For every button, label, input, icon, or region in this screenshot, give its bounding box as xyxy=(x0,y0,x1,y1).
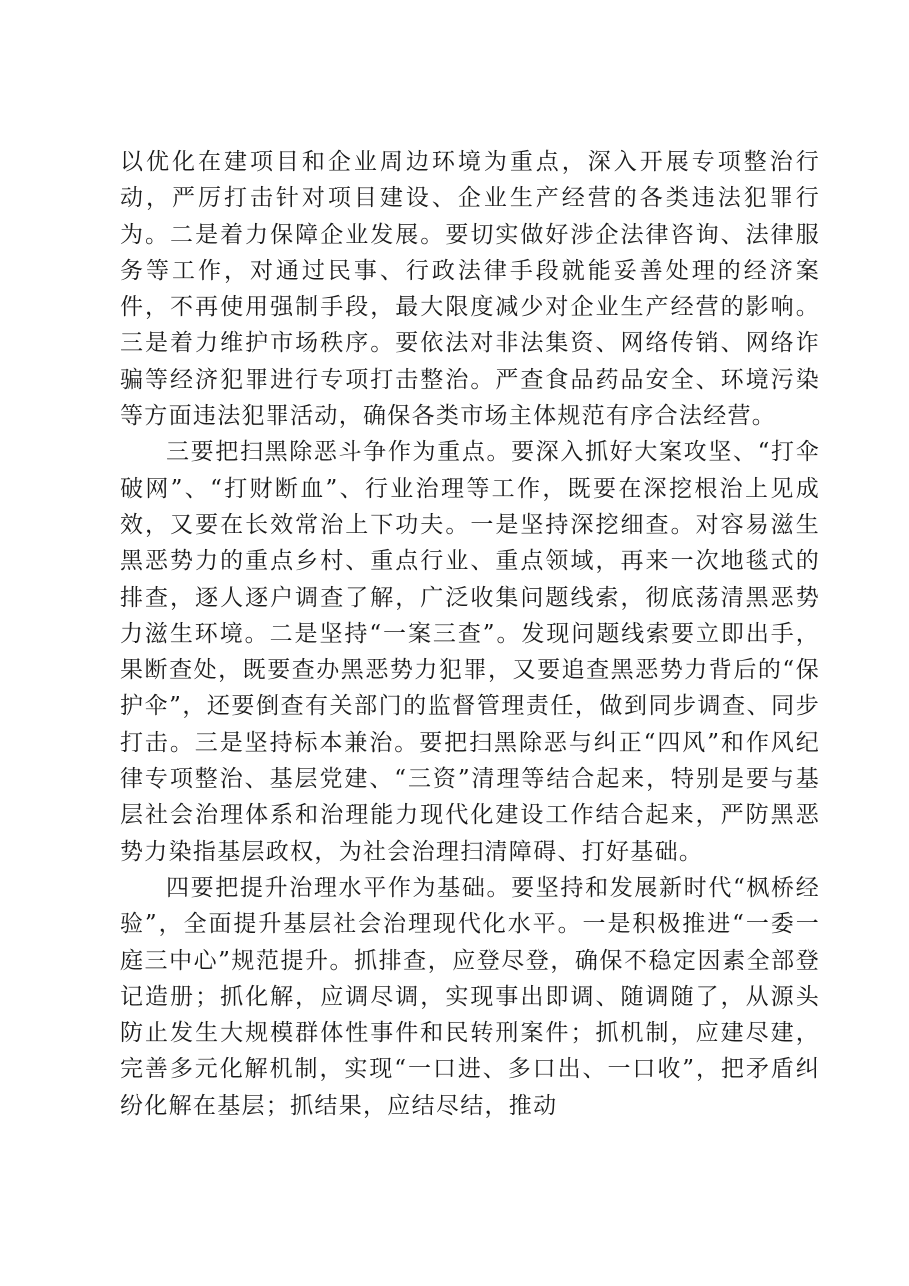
paragraph-3: 四要把提升治理水平作为基础。要坚持和发展新时代“枫桥经验”，全面提升基层社会治理现代化水平。一是积极推进“一委一庭三中心”规范提升。抓排查，应登尽登，确保不稳定因素全部登记造册；抓化解，应调尽调，实现事出即调、随调随了，从源头防止发生大规模群体性事件和民转刑案件；抓机制，应建尽建，完善多元化解机制，实现“一口进、多口出、一口收”，把矛盾纠纷化解在基层；抓结果，应结尽结，推动 xyxy=(120,874,820,1119)
paragraph-2: 三要把扫黑除恶斗争作为重点。要深入抓好大案攻坚、“打伞破网”、“打财断血”、行业治理等工作，既要在深挖根治上见成效，又要在长效常治上下功夫。一是坚持深挖细查。对容易滋生黑恶势力的重点乡村、重点行业、重点领域，再来一次地毯式的排查，逐人逐户调查了解，广泛收集问题线索，彻底荡清黑恶势力滋生环境。二是坚持“一案三查”。发现问题线索要立即出手，果断查处，既要查办黑恶势力犯罪，又要追查黑恶势力背后的“保护伞”，还要倒查有关部门的监督管理责任，做到同步调查、同步打击。三是坚持标本兼治。要把扫黑除恶与纠正“四风”和作风纪律专项整治、基层党建、“三资”清理等结合起来，特别是要与基层社会治理体系和治理能力现代化建设工作结合起来，严防黑恶势力染指基层政权，为社会治理扫清障碍、打好基础。 xyxy=(120,439,820,865)
document-body xyxy=(120,144,820,1124)
paragraph-1: 以优化在建项目和企业周边环境为重点，深入开展专项整治行动，严厉打击针对项目建设、企业生产经营的各类违法犯罪行为。二是着力保障企业发展。要切实做好涉企法律咨询、法律服务等工作，对通过民事、行政法律手段就能妥善处理的经济案件，不再使用强制手段，最大限度减少对企业生产经营的影响。三是着力维护市场秩序。要依法对非法集资、网络传销、网络诈骗等经济犯罪进行专项打击整治。严查食品药品安全、环境污染等方面违法犯罪活动，确保各类市场主体规范有序合法经营。 xyxy=(120,149,820,430)
